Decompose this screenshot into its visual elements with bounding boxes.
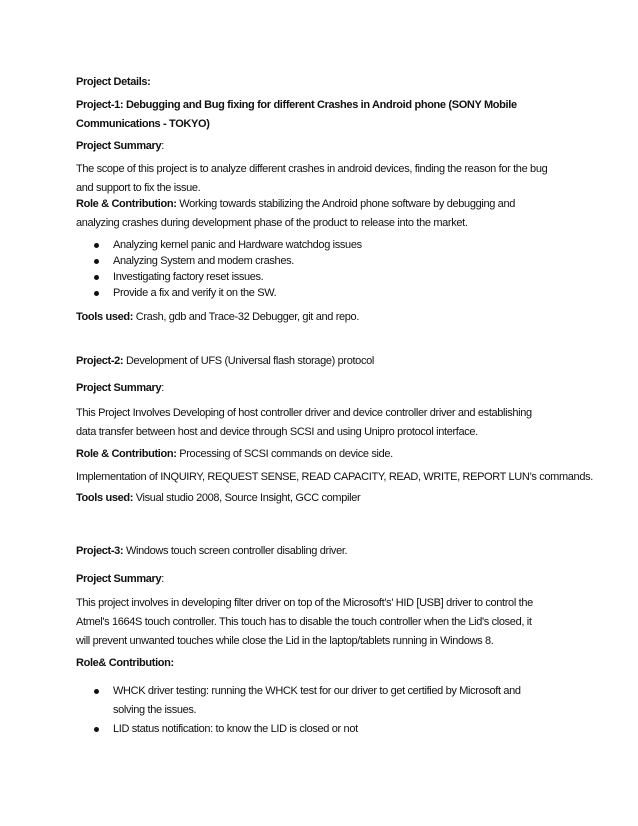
project3-summary-line2: Atmel's 1664S touch controller. This touch has to disable the touch controller when the Lid's closed, it [76,616,532,628]
project1-bullet-list [90,237,570,301]
list-item-text: Investigating factory reset issues. [113,271,264,283]
list-item-text: Analyzing kernel panic and Hardware watchdog issues [113,239,362,251]
project1-summary-text [76,160,576,198]
list-item-text: Analyzing System and modem crashes. [113,255,294,267]
project3-summary-heading [76,570,576,589]
project1-summary-colon: : [161,140,164,152]
project2-summary-line1: This Project Involves Developing of host controller driver and device controller driver and establishing [76,407,532,419]
list-item-text: Provide a fix and verify it on the SW. [113,287,277,299]
project1-role-label: Role & Contribution: [76,198,177,210]
bullet-icon [94,259,99,264]
list-item [90,682,570,720]
project3-bullet-list [90,682,570,739]
project1-title [76,96,576,134]
project2-role-label: Role & Contribution: [76,448,177,460]
project2-title [76,352,576,371]
project3-role-label: Role& Contribution: [76,657,174,669]
project1-role [76,195,576,233]
project2-summary-line2: data transfer between host and device through SCSI and using Unipro protocol interface. [76,426,478,438]
project3-summary-line3: will prevent unwanted touches while close the Lid in the laptop/tablets running in Windows 8. [76,635,494,647]
project1-summary-label: Project Summary [76,140,162,152]
project1-title-line1: Project-1: Debugging and Bug fixing for different Crashes in Android phone (SONY Mobile [76,99,517,111]
list-item [90,269,570,285]
project1-role-line1: Working towards stabilizing the Android phone software by debugging and [176,198,515,210]
project2-tools-text: Visual studio 2008, Source Insight, GCC compiler [133,492,361,504]
project3-title-label: Project-3: [76,545,124,557]
project-details-heading: Project Details: [76,76,151,88]
project1-tools [76,308,576,327]
bullet-icon [94,689,99,694]
project1-summary-line2: and support to fix the issue. [76,182,201,194]
project3-summary-line1: This project involves in developing filter driver on top of the Microsoft’s' HID [USB] driver to control the [76,597,533,609]
project1-tools-label: Tools used: [76,311,134,323]
project2-summary-colon: : [161,382,164,394]
list-item [90,237,570,253]
bullet-icon [94,275,99,280]
project2-summary-text [76,404,576,442]
list-item-text-continued: solving the issues. [113,704,197,716]
project1-role-line2: analyzing crashes during development phase of the product to release into the market. [76,217,468,229]
project2-summary-heading [76,379,576,398]
list-item-text: LID status notification: to know the LID is closed or not [113,723,358,735]
project2-tools [76,489,576,508]
list-item [90,720,570,739]
bullet-icon [94,291,99,296]
project2-title-text: Development of UFS (Universal flash storage) protocol [123,355,374,367]
project2-summary-label: Project Summary [76,382,162,394]
project3-summary-text [76,594,576,651]
list-item-text: WHCK driver testing: running the WHCK test for our driver to get certified by Microsoft and [113,685,521,697]
list-item [90,285,570,301]
project2-title-label: Project-2: [76,355,124,367]
project2-role [76,445,576,464]
project3-title [76,542,576,561]
bullet-icon [94,727,99,732]
project1-tools-text: Crash, gdb and Trace-32 Debugger, git and repo. [133,311,360,323]
project2-tools-label: Tools used: [76,492,134,504]
project3-title-text: Windows touch screen controller disabling driver. [123,545,348,557]
project1-summary-heading [76,137,576,156]
project2-role-text: Processing of SCSI commands on device side. [176,448,393,460]
bullet-icon [94,243,99,248]
list-item [90,253,570,269]
project3-summary-label: Project Summary [76,573,162,585]
project1-summary-line1: The scope of this project is to analyze different crashes in android devices, finding the reason for the bug [76,163,548,175]
project3-summary-colon: : [161,573,164,585]
project1-title-line2: Communications - TOKYO) [76,118,210,130]
project2-implementation: Implementation of INQUIRY, REQUEST SENSE, READ CAPACITY, READ, WRITE, REPORT LUN’s commands. [76,471,593,483]
